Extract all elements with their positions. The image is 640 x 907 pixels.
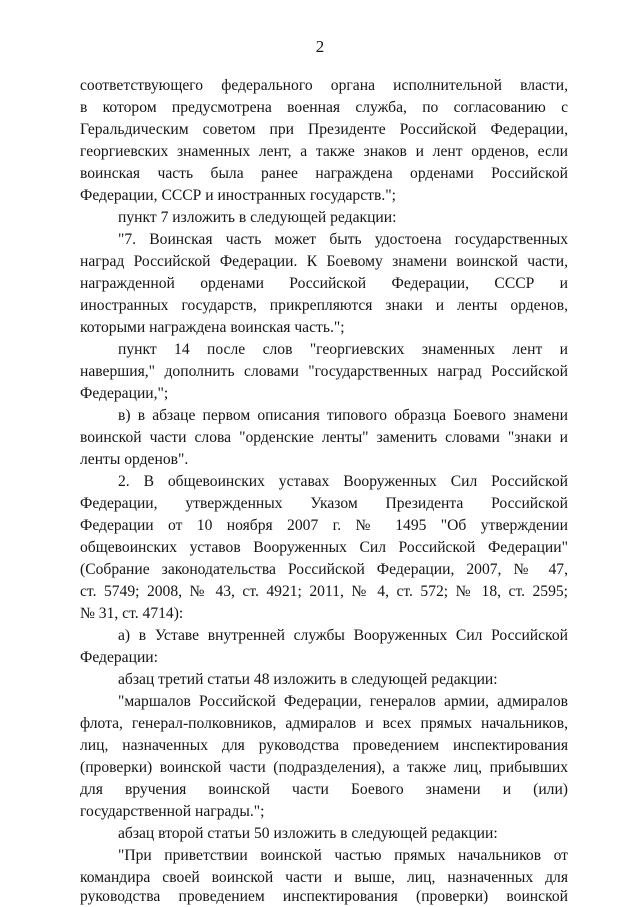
text-line: абзац второй статьи 50 изложить в следующей редакции: bbox=[118, 825, 498, 842]
text-line: лиц, назначенных для руководства проведением инспектирования bbox=[80, 737, 568, 754]
text-line: в котором предусмотрена военная служба, по согласованию с bbox=[80, 99, 568, 116]
text-line: воинская часть была ранее награждена орденами Российской bbox=[80, 165, 568, 182]
text-line: Геральдическим советом при Президенте Российской Федерации, bbox=[80, 121, 568, 138]
text-line: а) в Уставе внутренней службы Вооруженных Сил Российской bbox=[118, 627, 568, 644]
text-line: ленты орденов". bbox=[80, 451, 189, 468]
text-line: командира своей воинской части и выше, лиц, назначенных для bbox=[80, 869, 568, 886]
text-line: государственной награды."; bbox=[80, 803, 265, 820]
text-line: (Собрание законодательства Российской Федерации, 2007, № 47, bbox=[80, 561, 568, 578]
text-line: (проверки) воинской части (подразделения), а также лиц, прибывших bbox=[80, 759, 568, 776]
text-line: "При приветствии воинской частью прямых начальников от bbox=[118, 847, 568, 864]
text-line: № 31, ст. 4714): bbox=[80, 605, 184, 622]
text-line: награжденной орденами Российской Федерации, СССР и bbox=[80, 275, 568, 292]
text-line: Федерации: bbox=[80, 649, 158, 666]
text-line: Федерации от 10 ноября 2007 г. № 1495 "Об утверждении bbox=[80, 517, 568, 534]
text-line: иностранных государств, прикрепляются знаки и ленты орденов, bbox=[80, 297, 568, 314]
text-line: пункт 7 изложить в следующей редакции: bbox=[118, 209, 397, 226]
text-line: воинской части слова "орденские ленты" заменить словами "знаки и bbox=[80, 429, 568, 446]
page-number: 2 bbox=[315, 37, 325, 56]
text-line: георгиевских знаменных лент, а также знаков и лент орденов, если bbox=[80, 143, 568, 160]
text-line: Федерации,"; bbox=[80, 385, 169, 402]
text-line: общевоинских уставов Вооруженных Сил Российской Федерации" bbox=[80, 539, 568, 556]
text-line: ст. 5749; 2008, № 43, ст. 4921; 2011, № 4, ст. 572; № 18, ст. 2595; bbox=[80, 583, 568, 600]
text-line: в) в абзаце первом описания типового образца Боевого знамени bbox=[118, 407, 568, 424]
text-line: "7. Воинская часть может быть удостоена государственных bbox=[118, 231, 568, 248]
text-line: пункт 14 после слов "георгиевских знаменных лент и bbox=[118, 341, 568, 358]
text-line: для вручения воинской части Боевого знамени и (или) bbox=[80, 781, 568, 798]
text-line: соответствующего федерального органа исполнительной власти, bbox=[80, 77, 568, 94]
text-line: абзац третий статьи 48 изложить в следующей редакции: bbox=[118, 671, 498, 688]
text-line: 2. В общевоинских уставах Вооруженных Сил Российской bbox=[118, 473, 568, 490]
text-line: наград Российской Федерации. К Боевому знамени воинской части, bbox=[80, 253, 568, 270]
text-line: Федерации, СССР и иностранных государств."; bbox=[80, 187, 396, 204]
text-line: навершия," дополнить словами "государственных наград Российской bbox=[80, 363, 568, 380]
text-line: которыми награждена воинская часть."; bbox=[80, 319, 345, 336]
text-line: Федерации, утвержденных Указом Президента Российской bbox=[80, 495, 568, 512]
text-line: руководства проведением инспектирования (проверки) воинской bbox=[80, 888, 568, 905]
text-line: флота, генерал-полковников, адмиралов и всех прямых начальников, bbox=[80, 715, 568, 732]
text-line: "маршалов Российской Федерации, генералов армии, адмиралов bbox=[118, 693, 568, 710]
